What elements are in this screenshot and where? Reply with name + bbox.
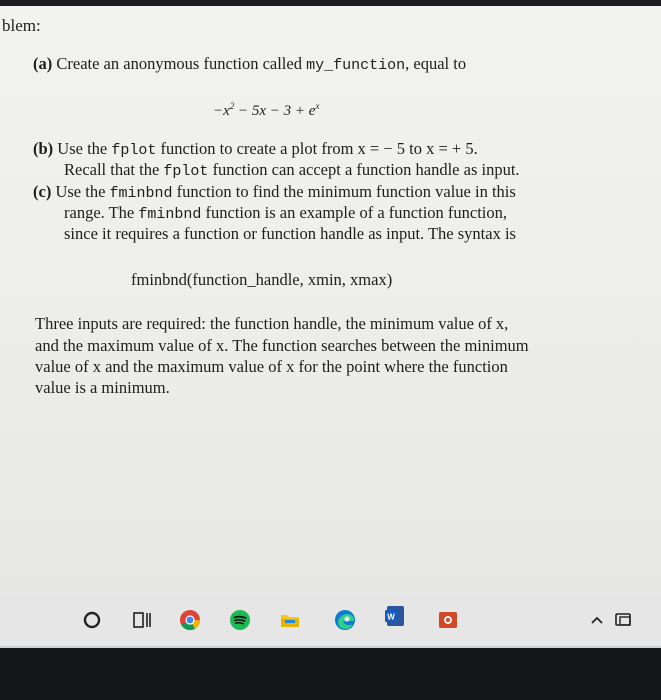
- start-circle-icon[interactable]: [80, 608, 104, 632]
- part-b-text-1b: function to create a plot from x = − 5 to x = + 5.: [156, 139, 478, 158]
- taskbar: [0, 596, 661, 648]
- task-view-icon[interactable]: [130, 608, 154, 632]
- syntax-line: fminbnd(function_handle, xmin, xmax): [131, 270, 393, 289]
- part-b-line-1: [33, 139, 478, 159]
- paragraph-line-3: value of x and the maximum value of x for the point where the function: [35, 357, 508, 376]
- part-a-line: [33, 54, 466, 74]
- chrome-icon[interactable]: [178, 608, 202, 632]
- part-a-text-1: Create an anonymous function called: [56, 54, 307, 73]
- part-c-line-3: since it requires a function or function handle as input. The syntax is: [64, 224, 516, 243]
- laptop-bezel: [0, 648, 661, 700]
- part-b-code-1: fplot: [111, 142, 157, 159]
- chevron-up-icon[interactable]: [585, 608, 609, 632]
- part-c-line-1: [33, 182, 516, 202]
- part-a-label: (a): [33, 54, 53, 73]
- file-explorer-icon[interactable]: [278, 608, 302, 632]
- part-a-code: my_function: [306, 57, 406, 74]
- part-b-text-2b: function can accept a function handle as input.: [208, 160, 520, 179]
- part-c-text-1b: function to find the minimum function value in this: [172, 182, 516, 201]
- equation-term-2: − 5x − 3 + e: [234, 103, 316, 119]
- part-c-code-2: fminbnd: [138, 206, 202, 223]
- edge-icon[interactable]: [333, 608, 357, 632]
- part-b-code-2: fplot: [163, 163, 209, 180]
- paragraph-line-4: value is a minimum.: [35, 378, 170, 397]
- equation-exponent-1: 2: [229, 101, 235, 111]
- part-c-text-2b: function is an example of a function function,: [201, 203, 508, 222]
- part-b-line-2: [64, 160, 520, 180]
- spotify-icon[interactable]: [228, 608, 252, 632]
- equation-exponent-2: x: [315, 101, 320, 111]
- office-icon[interactable]: [436, 608, 460, 632]
- equation: [213, 101, 319, 120]
- part-c-text-1a: Use the: [55, 182, 110, 201]
- part-a-text-2: , equal to: [405, 54, 467, 73]
- equation-term-1: −x: [213, 103, 230, 119]
- part-b-text-1a: Use the: [57, 139, 112, 158]
- document-page: [0, 6, 661, 596]
- word-icon[interactable]: [383, 604, 407, 628]
- part-c-code-1: fminbnd: [109, 185, 173, 202]
- heading: blem:: [2, 16, 41, 35]
- paragraph-line-2: and the maximum value of x. The function searches between the minimum: [35, 336, 529, 355]
- part-b-text-2a: Recall that the: [64, 160, 164, 179]
- part-c-text-2a: range. The: [64, 203, 139, 222]
- part-b-label: (b): [33, 139, 54, 158]
- svg-text:W: W: [387, 612, 395, 622]
- part-c-line-2: [64, 203, 507, 223]
- part-c-label: (c): [33, 182, 52, 201]
- screen-icon[interactable]: [612, 608, 636, 632]
- paragraph-line-1: Three inputs are required: the function handle, the minimum value of x,: [35, 314, 509, 333]
